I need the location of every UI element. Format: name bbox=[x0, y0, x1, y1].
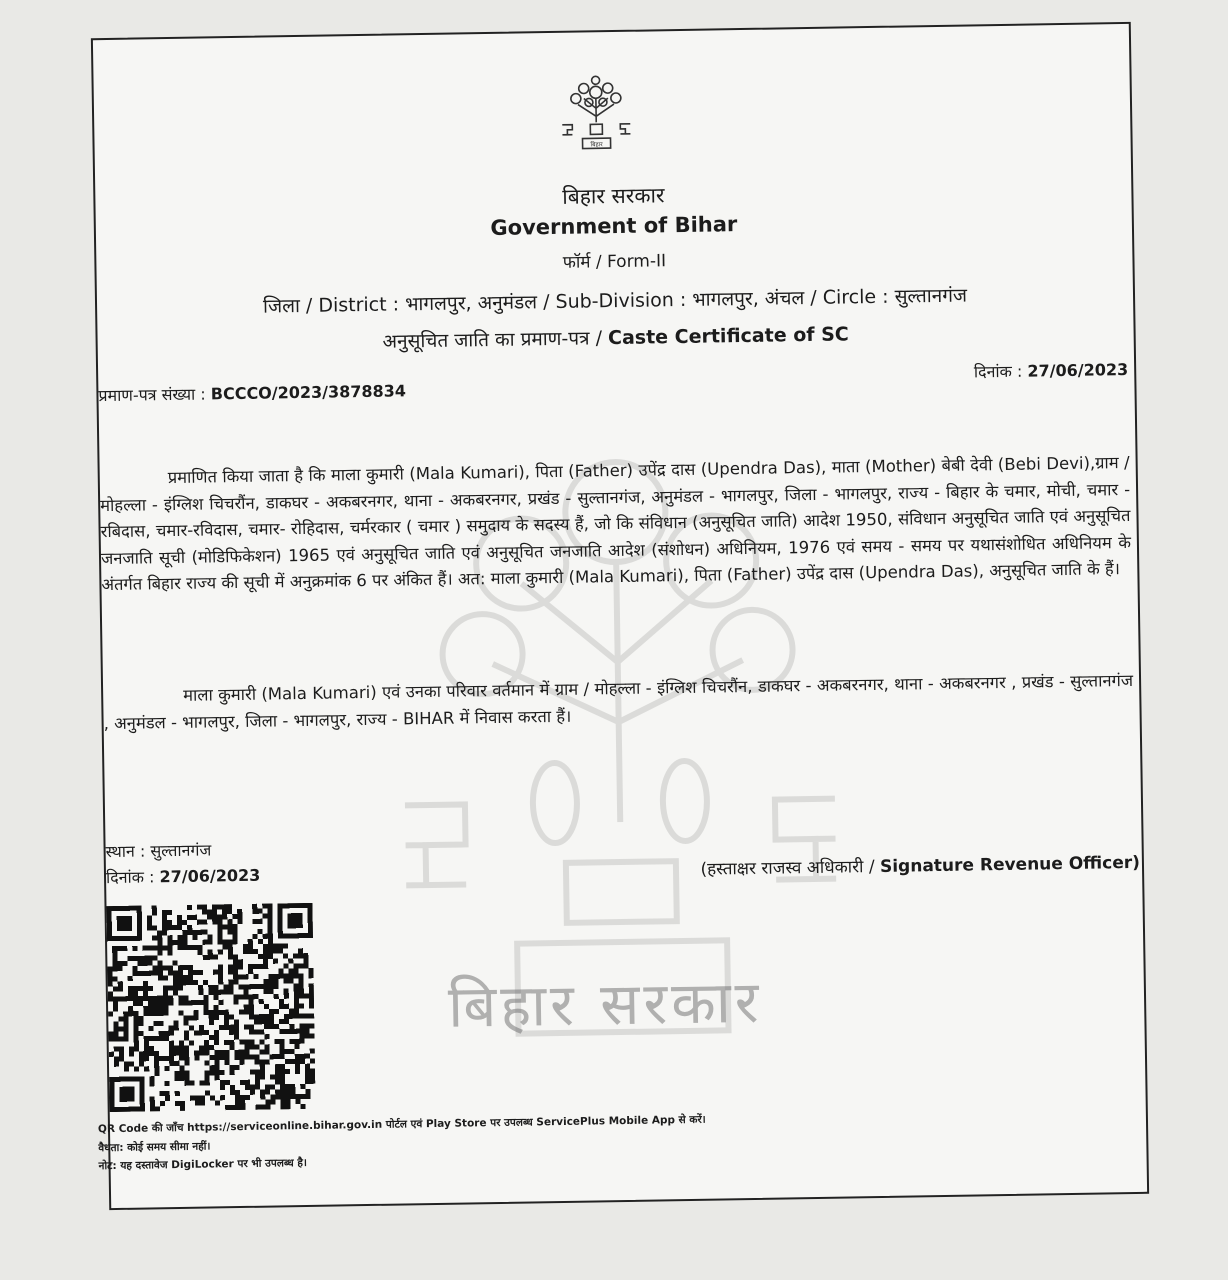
signature-en: Signature Revenue Officer) bbox=[879, 852, 1141, 877]
certificate-number bbox=[98, 379, 406, 406]
header-hindi-title: बिहार सरकार bbox=[562, 183, 665, 209]
location-line bbox=[97, 279, 1133, 321]
watermark-text: बिहार सरकार bbox=[447, 967, 763, 1041]
certificate-paragraph-2: माला कुमारी (Mala Kumari) एवं उनका परिवार वर्तमान में ग्राम / मोहल्ला - इंग्लिश चिचरौंन, डाकघर - अकबरनगर, थाना - अकबरनगर , प्रखंड - सुल्तानगंज , अनुमंडल - भागलपुर, जिला - भागलपुर, राज्य - BIHAR में निवास करता हैं। bbox=[103, 670, 1134, 733]
issue-date-label: दिनांक : bbox=[973, 361, 1023, 382]
certificate-number-label: प्रमाण-पत्र संख्या : bbox=[98, 384, 206, 406]
emblem-caption: बिहार bbox=[590, 141, 603, 149]
bodhi-tree-emblem-icon bbox=[555, 72, 636, 157]
bottom-date-value: 27/06/2023 bbox=[159, 865, 261, 887]
validity-note: वैधता: कोई समय सीमा नहीं। bbox=[98, 1140, 211, 1155]
certificate-title-hindi: अनुसूचित जाति का प्रमाण-पत्र / bbox=[382, 327, 603, 353]
bottom-date bbox=[106, 864, 261, 888]
place-value: सुल्तानगंज bbox=[150, 840, 212, 861]
issue-date-value: 27/06/2023 bbox=[1027, 359, 1129, 381]
subdivision-value: भागलपुर, bbox=[692, 287, 759, 311]
qr-verification-note: QR Code की जाँच https://serviceonline.bihar.gov.in पोर्टल एवं Play Store पर उपलब्ध ServicePlus Mobile App से करें। bbox=[97, 1113, 706, 1136]
certificate-title bbox=[97, 316, 1133, 358]
header-gov-title: Government of Bihar bbox=[490, 212, 738, 240]
signature-hindi: (हस्ताक्षर राजस्व अधिकारी / bbox=[700, 857, 875, 880]
form-label: फॉर्म / Form-II bbox=[562, 251, 667, 273]
certificate-title-en: Caste Certificate of SC bbox=[607, 323, 849, 350]
place bbox=[105, 838, 211, 862]
qr-code-icon[interactable] bbox=[106, 903, 315, 1112]
circle-label: अंचल / Circle : bbox=[764, 285, 889, 310]
certificate-number-value: BCCCO/2023/3878834 bbox=[210, 381, 407, 404]
certificate-page bbox=[91, 22, 1149, 1210]
district-label: जिला / District : bbox=[262, 293, 400, 318]
certificate-paragraph-1: प्रमाणित किया जाता है कि माला कुमारी (Mala Kumari), पिता (Father) उपेंद्र दास (Upendra Das), माता (Mother) बेबी देवी (Bebi Devi),ग्राम / मोहल्ला - इंग्लिश चिचरौंन, डाकघर - अकबरनगर, थाना - अकबरनगर, प्रखंड - सुल्तानगंज, अनुमंडल - भागलपुर, जिला - भागलपुर, राज्य - बिहार के चमार, मोची, चमार - रबिदास, चमार-रविदास, चमार- रोहिदास, चर्मरकार ( चमार ) समुदाय के सदस्य हैं, जो कि संविधान (अनुसूचित जाति) आदेश 1950, संविधान अनुसूचित जाति एवं अनुसूचित जनजाति सूची (मोडिफिकेशन) 1965 एवं अनुसूचित जाति एवं अनुसूचित जनजाति आदेश (संशोधन) अधिनियम, 1976 एवं समय - समय पर यथासंशोधित अधिनियम के अंतर्गत बिहार राज्य की सूची में अनुक्रमांक 6 पर अंकित हैं। अत: माला कुमारी (Mala Kumari), पिता (Father) उपेंद्र दास (Upendra Das), अनुसूचित जाति के हैं। bbox=[100, 452, 1132, 595]
digilocker-note: नोट: यह दस्तावेज DigiLocker पर भी उपलब्ध है। bbox=[98, 1156, 308, 1173]
issue-date bbox=[974, 358, 1129, 382]
subdivision-label: अनुमंडल / Sub-Division : bbox=[477, 288, 687, 315]
district-value: भागलपुर, bbox=[404, 292, 472, 316]
circle-value: सुल्तानगंज bbox=[894, 284, 968, 308]
place-label: स्थान : bbox=[105, 841, 146, 862]
qr-modules bbox=[106, 903, 315, 1112]
bottom-date-label: दिनांक : bbox=[105, 867, 155, 888]
